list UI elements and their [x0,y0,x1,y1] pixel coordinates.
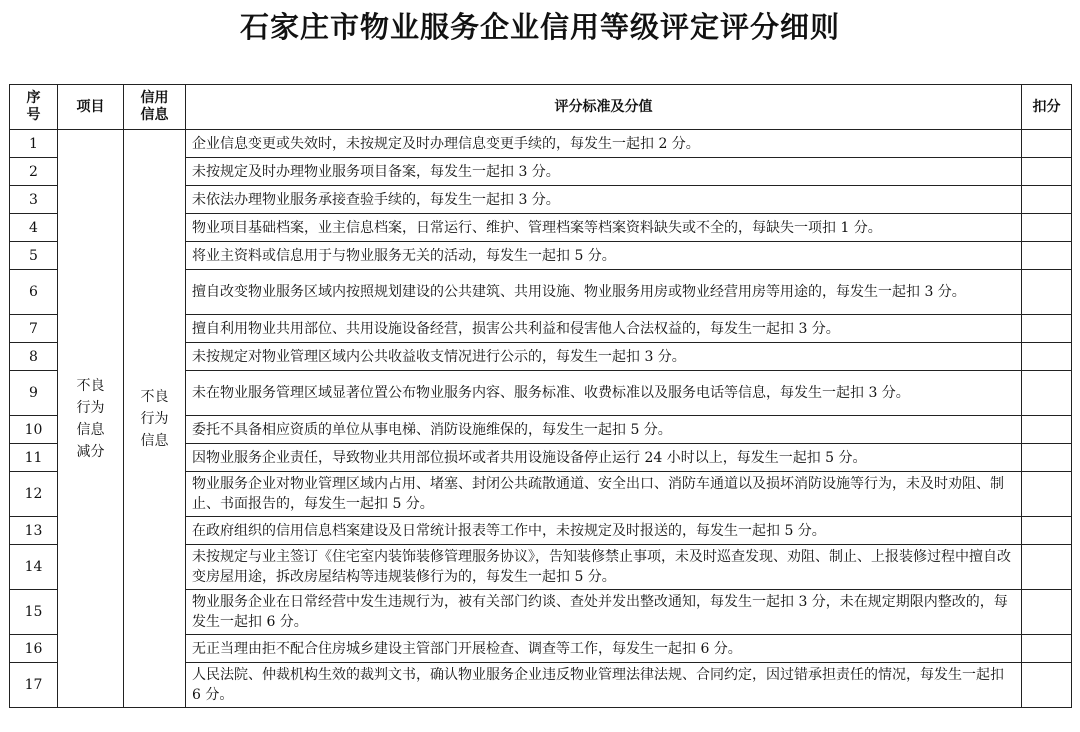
row-number: 16 [10,635,58,663]
header-deduction: 扣分 [1022,85,1072,130]
row-number: 5 [10,242,58,270]
deduction-cell[interactable] [1022,416,1072,444]
deduction-cell[interactable] [1022,270,1072,315]
deduction-cell[interactable] [1022,158,1072,186]
deduction-cell[interactable] [1022,186,1072,214]
row-number: 15 [10,590,58,635]
row-number: 14 [10,545,58,590]
scoring-table [9,84,1072,708]
row-number: 3 [10,186,58,214]
row-number: 9 [10,371,58,416]
row-number: 6 [10,270,58,315]
criteria-cell: 擅自改变物业服务区域内按照规划建设的公共建筑、共用设施、物业服务用房或物业经营用房等用途的，每发生一起扣 3 分。 [186,270,1022,315]
deduction-cell[interactable] [1022,517,1072,545]
criteria-cell: 委托不具备相应资质的单位从事电梯、消防设施维保的，每发生一起扣 5 分。 [186,416,1022,444]
criteria-cell: 物业项目基础档案，业主信息档案，日常运行、维护、管理档案等档案资料缺失或不全的，每缺失一项扣 1 分。 [186,214,1022,242]
row-number: 13 [10,517,58,545]
deduction-cell[interactable] [1022,242,1072,270]
criteria-cell: 在政府组织的信用信息档案建设及日常统计报表等工作中，未按规定及时报送的，每发生一起扣 5 分。 [186,517,1022,545]
deduction-cell[interactable] [1022,663,1072,708]
criteria-cell: 未在物业服务管理区域显著位置公布物业服务内容、服务标准、收费标准以及服务电话等信息，每发生一起扣 3 分。 [186,371,1022,416]
criteria-cell: 擅自利用物业共用部位、共用设施设备经营，损害公共利益和侵害他人合法权益的，每发生一起扣 3 分。 [186,315,1022,343]
criteria-cell: 物业服务企业在日常经营中发生违规行为，被有关部门约谈、查处并发出整改通知，每发生一起扣 3 分，未在规定期限内整改的，每发生一起扣 6 分。 [186,590,1022,635]
page-title: 石家庄市物业服务企业信用等级评定评分细则 [239,10,840,44]
deduction-cell[interactable] [1022,130,1072,158]
deduction-cell[interactable] [1022,315,1072,343]
criteria-cell: 未按规定与业主签订《住宅室内装饰装修管理服务协议》，告知装修禁止事项，未及时巡查发现、劝阻、制止、上报装修过程中擅自改变房屋用途，拆改房屋结构等违规装修行为的，每发生一起扣 5 分。 [186,545,1022,590]
row-number: 10 [10,416,58,444]
row-number: 2 [10,158,58,186]
row-number: 12 [10,472,58,517]
row-number: 1 [10,130,58,158]
criteria-cell: 人民法院、仲裁机构生效的裁判文书，确认物业服务企业违反物业管理法律法规、合同约定，因过错承担责任的情况，每发生一起扣 6 分。 [186,663,1022,708]
table-header-row [10,85,1072,130]
criteria-cell: 未按规定对物业管理区域内公共收益收支情况进行公示的，每发生一起扣 3 分。 [186,343,1022,371]
deduction-cell[interactable] [1022,472,1072,517]
project-cell: 不良行为信息减分 [58,130,124,708]
criteria-cell: 因物业服务企业责任，导致物业共用部位损坏或者共用设施设备停止运行 24 小时以上，每发生一起扣 5 分。 [186,444,1022,472]
header-project: 项目 [58,85,124,130]
deduction-cell[interactable] [1022,444,1072,472]
header-no: 序号 [10,85,58,130]
header-criteria: 评分标准及分值 [186,85,1022,130]
row-number: 4 [10,214,58,242]
criteria-cell: 企业信息变更或失效时，未按规定及时办理信息变更手续的，每发生一起扣 2 分。 [186,130,1022,158]
deduction-cell[interactable] [1022,214,1072,242]
deduction-cell[interactable] [1022,371,1072,416]
row-number: 7 [10,315,58,343]
table-body [10,130,1072,708]
deduction-cell[interactable] [1022,590,1072,635]
header-credit-info: 信用信息 [124,85,186,130]
criteria-cell: 未依法办理物业服务承接查验手续的，每发生一起扣 3 分。 [186,186,1022,214]
deduction-cell[interactable] [1022,545,1072,590]
criteria-cell: 物业服务企业对物业管理区域内占用、堵塞、封闭公共疏散通道、安全出口、消防车通道以及损坏消防设施等行为，未及时劝阻、制止、书面报告的，每发生一起扣 5 分。 [186,472,1022,517]
row-number: 8 [10,343,58,371]
criteria-cell: 未按规定及时办理物业服务项目备案，每发生一起扣 3 分。 [186,158,1022,186]
credit-info-cell: 不良行为信息 [124,130,186,708]
deduction-cell[interactable] [1022,635,1072,663]
row-number: 17 [10,663,58,708]
row-number: 11 [10,444,58,472]
criteria-cell: 将业主资料或信息用于与物业服务无关的活动，每发生一起扣 5 分。 [186,242,1022,270]
deduction-cell[interactable] [1022,343,1072,371]
criteria-cell: 无正当理由拒不配合住房城乡建设主管部门开展检查、调查等工作，每发生一起扣 6 分。 [186,635,1022,663]
table-row [10,130,1072,158]
